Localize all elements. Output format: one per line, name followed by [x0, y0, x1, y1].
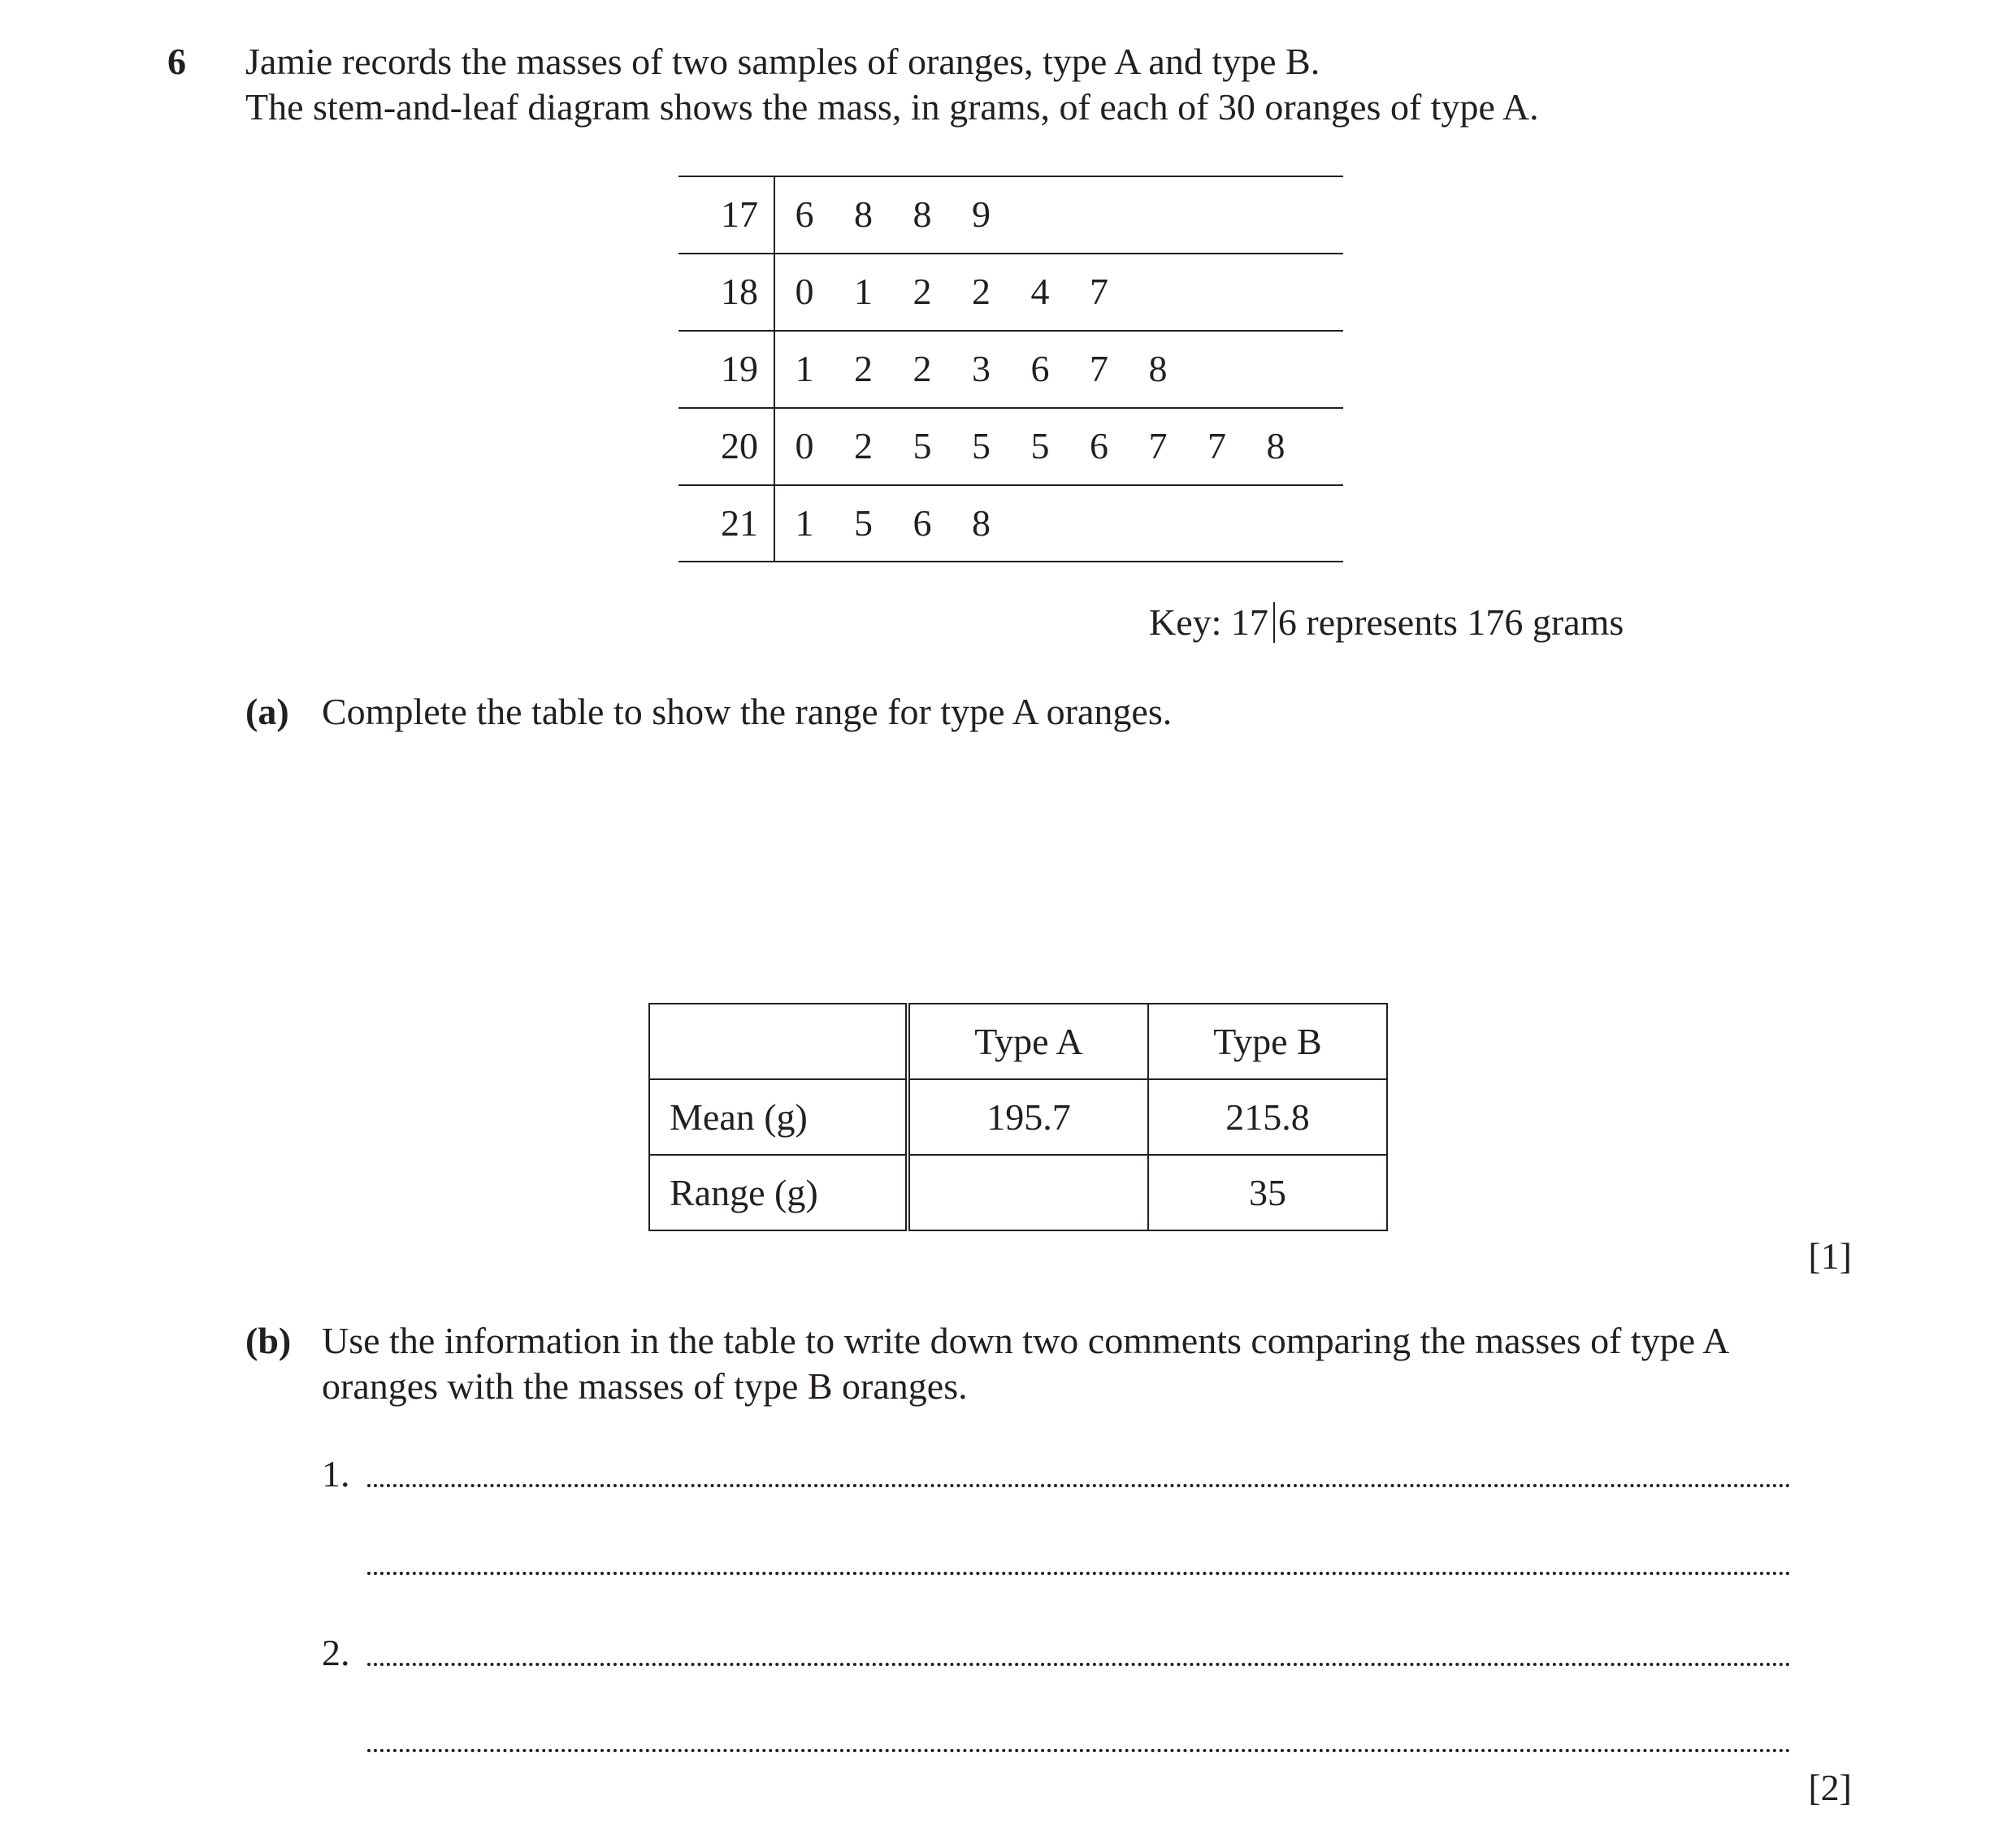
leaf-value: 7 — [1090, 348, 1108, 389]
leaf-value: 3 — [972, 348, 991, 389]
key-prefix: Key: 17 — [1149, 601, 1268, 643]
leaf-value: 2 — [913, 348, 932, 389]
leaf-value: 2 — [854, 348, 873, 389]
leaf-value: 0 — [795, 271, 814, 312]
question-intro — [245, 39, 1539, 130]
leaf-value: 6 — [1030, 348, 1050, 389]
stem-leaf-row — [679, 407, 1343, 484]
key-divider — [1273, 602, 1275, 643]
stem-value: 17 — [721, 193, 758, 235]
type-b-range: 35 — [1148, 1155, 1387, 1230]
stem-value: 18 — [721, 271, 758, 312]
stem-value: 19 — [721, 348, 758, 389]
row-label: Range (g) — [649, 1155, 908, 1230]
answer-2-line-2[interactable] — [367, 1749, 1791, 1752]
table-row — [649, 1004, 1387, 1079]
stem-leaf-row — [679, 176, 1343, 253]
leaf-value: 2 — [854, 425, 873, 466]
part-b-label: (b) — [245, 1320, 292, 1361]
answer-1-label: 1. — [322, 1453, 350, 1495]
leaf-value: 6 — [1090, 425, 1108, 466]
leaf-value: 5 — [854, 502, 873, 544]
stem-value: 20 — [721, 425, 758, 466]
leaf-value: 5 — [1030, 425, 1050, 466]
table-header-cell: Type B — [1148, 1004, 1387, 1079]
leaf-value: 8 — [1266, 425, 1285, 466]
leaf-value: 1 — [795, 348, 814, 389]
stem-leaf-row — [679, 484, 1343, 562]
leaf-value: 4 — [1030, 271, 1050, 312]
leaf-value: 1 — [854, 271, 873, 312]
leaf-value: 5 — [972, 425, 991, 466]
leaf-value: 2 — [972, 271, 991, 312]
leaf-value: 8 — [972, 502, 991, 544]
answer-1-line-1[interactable] — [367, 1484, 1791, 1487]
leaf-value: 9 — [972, 193, 991, 235]
key-suffix: 6 represents 176 grams — [1277, 601, 1624, 643]
leaf-value: 7 — [1207, 425, 1226, 466]
leaf-value: 6 — [913, 502, 932, 544]
table-header-cell: Type A — [908, 1004, 1148, 1079]
summary-table — [648, 1003, 1388, 1231]
stem-leaf-row — [679, 253, 1343, 330]
part-a-label: (a) — [245, 691, 289, 732]
table-row — [649, 1155, 1387, 1230]
part-a-marks: [1] — [1808, 1235, 1852, 1277]
leaf-value: 8 — [854, 193, 873, 235]
part-b-text-line-1: Use the information in the table to write down two comments comparing the masses of type A — [322, 1320, 1730, 1361]
answer-2-label: 2. — [322, 1632, 350, 1673]
answer-2-line-1[interactable] — [367, 1663, 1791, 1666]
type-a-mean: 195.7 — [908, 1079, 1148, 1155]
intro-line-1: Jamie records the masses of two samples of oranges, type A and type B. — [245, 41, 1320, 82]
table-header-cell — [649, 1004, 908, 1079]
stem-value: 21 — [721, 502, 758, 544]
stem-leaf-key — [1149, 600, 1624, 645]
leaf-value: 5 — [913, 425, 932, 466]
question-number: 6 — [167, 41, 186, 82]
leaf-value: 7 — [1090, 271, 1108, 312]
part-b-text-line-2: oranges with the masses of type B oranges. — [322, 1365, 968, 1407]
leaf-value: 0 — [795, 425, 814, 466]
row-label: Mean (g) — [649, 1079, 908, 1155]
answer-1-line-2[interactable] — [367, 1572, 1791, 1575]
table-row — [649, 1079, 1387, 1155]
leaf-value: 6 — [795, 193, 814, 235]
part-b-marks: [2] — [1808, 1767, 1852, 1808]
part-a-text: Complete the table to show the range for type A oranges. — [322, 691, 1173, 732]
leaf-value: 1 — [795, 502, 814, 544]
leaf-value: 2 — [913, 271, 932, 312]
leaf-value: 8 — [913, 193, 932, 235]
intro-line-2: The stem-and-leaf diagram shows the mass, in grams, of each of 30 oranges of type A. — [245, 86, 1539, 128]
type-a-range-answer-cell[interactable] — [908, 1155, 1148, 1230]
stem-leaf-row — [679, 330, 1343, 407]
type-b-mean: 215.8 — [1148, 1079, 1387, 1155]
leaf-value: 7 — [1148, 425, 1168, 466]
leaf-value: 8 — [1148, 348, 1168, 389]
